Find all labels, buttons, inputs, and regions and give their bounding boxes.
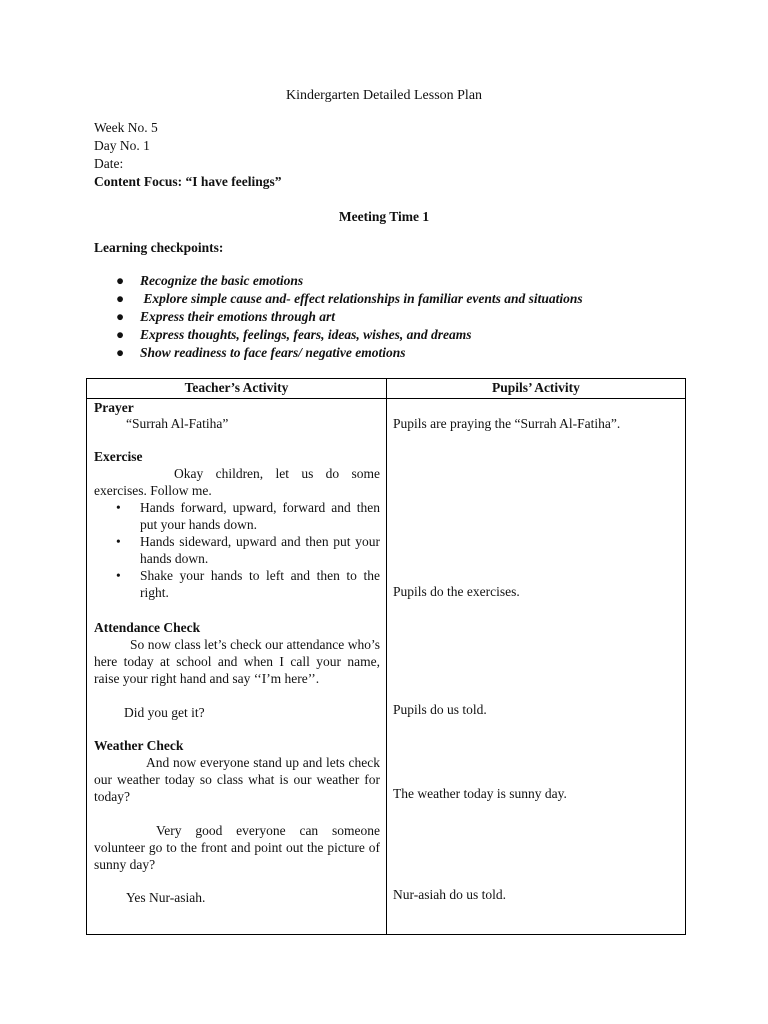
bullet-icon: ● — [116, 309, 125, 324]
attendance-text: So now class let’s check our attendance who’s here today at school and when I call your name, raise your right hand and say ‘‘I’m here’’. — [94, 637, 380, 686]
date-label: Date: — [94, 156, 124, 171]
lesson-meta — [94, 119, 282, 191]
meeting-time-heading: Meeting Time 1 — [338, 209, 430, 224]
weather-heading: Weather Check — [94, 738, 184, 753]
day-number: Day No. 1 — [94, 138, 150, 153]
bullet-icon: • — [116, 500, 121, 515]
bullet-icon: ● — [116, 273, 125, 288]
content-focus — [94, 173, 282, 191]
attendance-heading: Attendance Check — [94, 620, 201, 635]
bullet-icon: ● — [116, 291, 125, 306]
checkpoint-item: ● Show readiness to face fears/ negative emotions — [116, 345, 406, 360]
week-number: Week No. 5 — [94, 120, 158, 135]
prayer-text: “Surrah Al-Fatiha” — [126, 416, 229, 431]
header-teacher-activity: Teacher’s Activity — [184, 380, 289, 395]
bullet-icon: ● — [116, 327, 125, 342]
bullet-icon: ● — [116, 345, 125, 360]
exercise-response: Pupils do the exercises. — [393, 584, 520, 599]
checkpoint-item: ● Recognize the basic emotions — [116, 273, 304, 288]
checkpoint-item: ● Explore simple cause and- effect relationships in familiar events and situations — [116, 291, 583, 306]
activity-table — [86, 378, 686, 935]
exercise-heading: Exercise — [94, 449, 143, 464]
exercise-intro-line2: exercises. Follow me. — [94, 483, 212, 498]
column-divider — [386, 379, 387, 934]
attendance-response: Pupils do us told. — [393, 702, 487, 717]
attendance-question: Did you get it? — [124, 705, 205, 720]
volunteer-text: Very good everyone can someone volunteer go to the front and point out the picture of sunny day? — [94, 823, 380, 872]
prayer-response: Pupils are praying the “Surrah Al-Fatiha”. — [393, 416, 621, 431]
weather-text: And now everyone stand up and lets check our weather today so class what is our weather for today? — [94, 755, 380, 804]
exercise-item: • Shake your hands to left and then to the right. — [116, 568, 380, 600]
weather-response: The weather today is sunny day. — [393, 786, 567, 801]
prayer-heading: Prayer — [94, 400, 134, 415]
exercise-item: • Hands sideward, upward and then put your hands down. — [116, 534, 380, 566]
yes-response: Nur-asiah do us told. — [393, 887, 506, 902]
exercise-intro-line1: Okay children, let us do some — [174, 466, 380, 481]
checkpoints-list — [114, 272, 583, 362]
document-title: Kindergarten Detailed Lesson Plan — [285, 88, 483, 103]
exercise-item: • Hands forward, upward, forward and then put your hands down. — [116, 500, 380, 532]
checkpoint-item: ● Express their emotions through art — [116, 309, 336, 324]
bullet-icon: • — [116, 534, 121, 549]
yes-text: Yes Nur-asiah. — [126, 890, 206, 905]
bullet-icon: • — [116, 568, 121, 583]
exercise-list — [94, 499, 380, 601]
content-focus-value: “I have feelings” — [185, 174, 282, 189]
content-focus-label: Content Focus: — [94, 174, 183, 189]
checkpoints-heading: Learning checkpoints: — [94, 240, 224, 255]
header-pupils-activity: Pupils’ Activity — [492, 380, 580, 395]
checkpoint-item: ● Express thoughts, feelings, fears, ideas, wishes, and dreams — [116, 327, 472, 342]
